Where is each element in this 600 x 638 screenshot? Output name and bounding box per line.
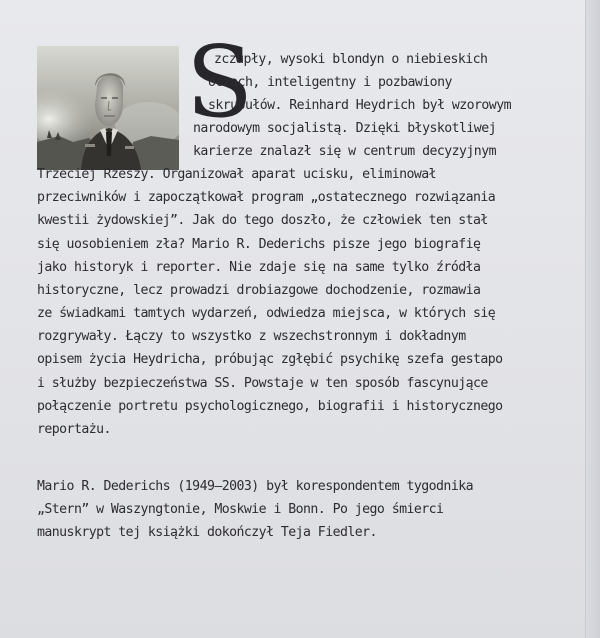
portrait-image bbox=[37, 46, 179, 170]
text-line: się uosobieniem zła? Mario R. Dederichs pisze jego biografię bbox=[37, 237, 481, 252]
text-line: i służby bezpieczeństwa SS. Powstaje w ten sposób fascynujące bbox=[37, 376, 488, 391]
text-line: kwestii żydowskiej”. Jak do tego doszło, że człowiek ten stał bbox=[37, 213, 488, 228]
text-line: połączenie portretu psychologicznego, biografii i historycznego bbox=[37, 399, 503, 414]
text-line: opisem życia Heydricha, próbując zgłębić psychikę szefa gestapo bbox=[37, 352, 503, 367]
author-subject-photo bbox=[37, 46, 179, 170]
text-line: reportażu. bbox=[37, 422, 111, 437]
page-edge bbox=[585, 0, 600, 638]
text-line: Trzeciej Rzeszy. Organizował aparat ucisku, eliminował bbox=[37, 167, 437, 182]
text-line: ze świadkami tamtych wydarzeń, odwiedza miejsca, w których się bbox=[37, 306, 496, 321]
drop-cap-letter: S bbox=[186, 26, 254, 140]
text-line: historyczne, lecz prowadzi drobiazgowe dochodzenie, rozmawia bbox=[37, 283, 481, 298]
text-line: karierze znalazł się w centrum decyzyjnym bbox=[193, 144, 496, 159]
text-line: rozgrywały. Łączy to wszystko z wszechstronnym i dokładnym bbox=[37, 329, 466, 344]
text-line: jako historyk i reporter. Nie zdaje się na same tylko źródła bbox=[37, 260, 481, 275]
author-bio-line: „Stern” w Waszyngtonie, Moskwie i Bonn. Po jego śmierci bbox=[37, 502, 444, 517]
text-line: zczupły, wysoki blondyn o niebieskich bbox=[214, 52, 488, 67]
author-bio-line: manuskrypt tej książki dokończył Teja Fiedler. bbox=[37, 525, 377, 540]
text-line: oczach, inteligentny i pozbawiony bbox=[208, 75, 452, 90]
text-line: narodowym socjalistą. Dzięki błyskotliwej bbox=[193, 121, 496, 136]
text-line: przeciwników i zapoczątkował program „ostatecznego rozwiązania bbox=[37, 190, 496, 205]
text-line: skrupułów. Reinhard Heydrich był wzorowym bbox=[208, 98, 511, 113]
author-bio-line: Mario R. Dederichs (1949–2003) był korespondentem tygodnika bbox=[37, 479, 473, 494]
